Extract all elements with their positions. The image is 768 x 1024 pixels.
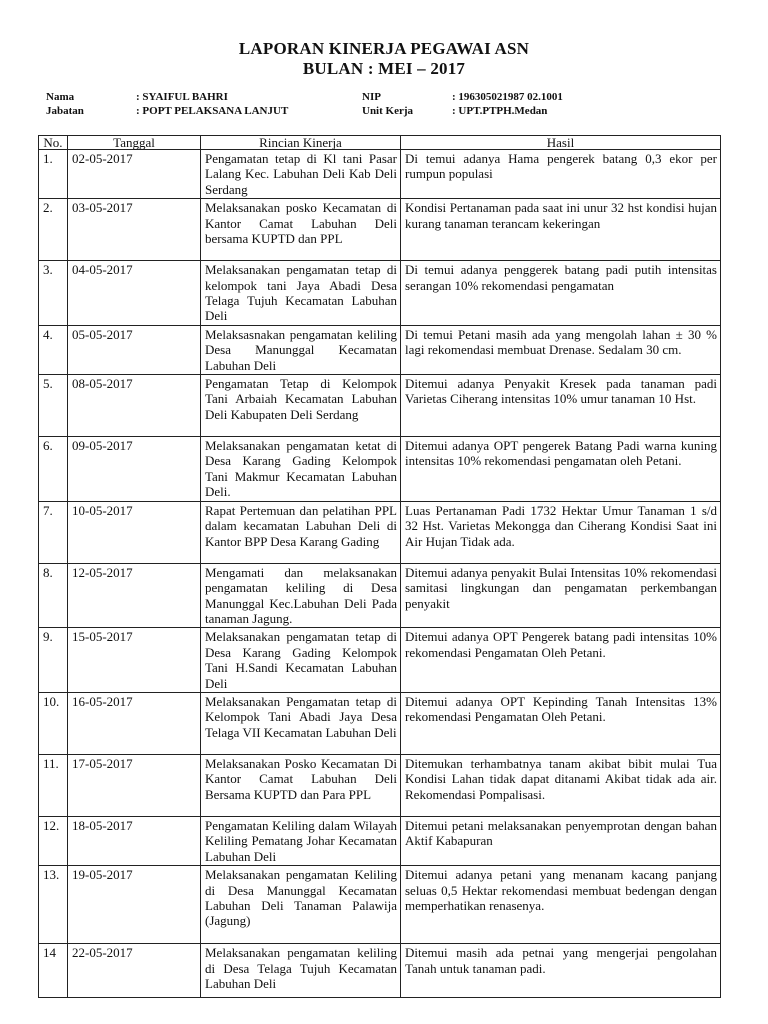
jabatan-label: Jabatan: [46, 105, 84, 117]
table-row: [39, 563, 721, 628]
table-row: [39, 261, 721, 326]
table-row: [39, 150, 721, 199]
row-rincian: Melaksanakan Posko Kecamatan Di Kantor Camat Labuhan Deli Bersama KUPTD dan Para PPL: [201, 754, 401, 816]
report-period: BULAN : MEI – 2017: [302, 59, 466, 78]
row-tanggal: 03-05-2017: [68, 199, 201, 261]
row-tanggal: 16-05-2017: [68, 692, 201, 754]
row-rincian: Pengamatan Keliling dalam Wilayah Keliling Pematang Johar Kecamatan Labuhan Deli: [201, 816, 401, 865]
table-row: [39, 199, 721, 261]
row-no: 14: [39, 944, 68, 998]
row-rincian: Melaksanakan pengamatan tetap di kelompok tani Jaya Abadi Desa Telaga Tujuh Kecamatan Labuhan Deli: [201, 261, 401, 326]
row-hasil: Ditemui masih ada petnai yang mengerjai pengolahan Tanah untuk tanaman padi.: [401, 944, 721, 998]
table-header-row: [39, 136, 721, 150]
row-hasil: Di temui adanya Hama pengerek batang 0,3 ekor per rumpun populasi: [401, 150, 721, 199]
table-row: [39, 628, 721, 693]
row-hasil: Ditemui adanya OPT Kepinding Tanah Intensitas 13% rekomendasi Pengamatan Oleh Petani.: [401, 692, 721, 754]
nama-label: Nama: [46, 91, 75, 103]
table-row: [39, 754, 721, 816]
row-no: 8.: [39, 563, 68, 628]
row-rincian: Melaksanakan pengamatan ketat di Desa Karang Gading Kelompok Tani Makmur Kecamatan Labuhan Deli.: [201, 437, 401, 502]
row-rincian: Melaksanakan pengamatan tetap di Desa Karang Gading Kelompok Tani H.Sandi Kecamatan Labuhan Deli: [201, 628, 401, 693]
row-hasil: Ditemui adanya Penyakit Kresek pada tanaman padi Varietas Ciherang intensitas 10% umur tanaman 10 Hst.: [401, 375, 721, 437]
performance-table: [38, 135, 721, 998]
row-tanggal: 05-05-2017: [68, 325, 201, 374]
row-no: 4.: [39, 325, 68, 374]
row-hasil: Di temui adanya penggerek batang padi putih intensitas serangan 10% rekomendasi pengamatan: [401, 261, 721, 326]
header-rincian-kinerja: Rincian Kinerja: [201, 136, 401, 150]
header-hasil: Hasil: [401, 136, 721, 150]
row-hasil: Ditemui adanya OPT pengerek Batang Padi warna kuning intensitas 10% rekomendasi pengamatan oleh Petani.: [401, 437, 721, 502]
row-tanggal: 08-05-2017: [68, 375, 201, 437]
row-no: 12.: [39, 816, 68, 865]
row-tanggal: 02-05-2017: [68, 150, 201, 199]
row-tanggal: 22-05-2017: [68, 944, 201, 998]
row-tanggal: 19-05-2017: [68, 866, 201, 944]
table-row: [39, 944, 721, 998]
table-row: [39, 437, 721, 502]
unit-kerja-label: Unit Kerja: [362, 105, 414, 117]
row-tanggal: 18-05-2017: [68, 816, 201, 865]
row-tanggal: 10-05-2017: [68, 501, 201, 563]
row-hasil: Ditemui adanya penyakit Bulai Intensitas 10% rekomendasi samitasi lingkungan dan pengamatan perkembangan penyakit: [401, 563, 721, 628]
row-hasil: Kondisi Pertanaman pada saat ini unur 32 hst kondisi hujan kurang tanaman terancam kekeringan: [401, 199, 721, 261]
row-tanggal: 17-05-2017: [68, 754, 201, 816]
table-row: [39, 501, 721, 563]
header-tanggal: Tanggal: [68, 136, 201, 150]
nip-value: : 196305021987 02.1001: [452, 91, 563, 103]
table-row: [39, 375, 721, 437]
row-rincian: Melaksasnakan pengamatan keliling Desa Manunggal Kecamatan Labuhan Deli: [201, 325, 401, 374]
row-no: 10.: [39, 692, 68, 754]
table-row: [39, 866, 721, 944]
unit-kerja-value: : UPT.PTPH.Medan: [452, 105, 548, 117]
row-rincian: Rapat Pertemuan dan pelatihan PPL dalam kecamatan Labuhan Deli di Kantor BPP Desa Karang Gading: [201, 501, 401, 563]
row-rincian: Pengamatan tetap di Kl tani Pasar Lalang Kec. Labuhan Deli Kab Deli Serdang: [201, 150, 401, 199]
row-tanggal: 12-05-2017: [68, 563, 201, 628]
row-tanggal: 04-05-2017: [68, 261, 201, 326]
row-hasil: Di temui Petani masih ada yang mengolah lahan ± 30 % lagi rekomendasi membuat Drenase. Sedalam 30 cm.: [401, 325, 721, 374]
report-title: LAPORAN KINERJA PEGAWAI ASN: [238, 39, 530, 58]
row-hasil: Ditemui adanya petani yang menanam kacang panjang seluas 0,5 Hektar rekomendasi membuat bedengan dengan memperhatikan renasenya.: [401, 866, 721, 944]
row-hasil: Ditemukan terhambatnya tanam akibat bibit mulai Tua Kondisi Lahan tidak dapat ditanami Akibat tidak ada air. Rekomendasi Pompalisasi.: [401, 754, 721, 816]
row-rincian: Melaksanakan posko Kecamatan di Kantor Camat Labuhan Deli bersama KUPTD dan PPL: [201, 199, 401, 261]
jabatan-value: : POPT PELAKSANA LANJUT: [136, 105, 289, 117]
row-no: 3.: [39, 261, 68, 326]
row-tanggal: 09-05-2017: [68, 437, 201, 502]
row-no: 13.: [39, 866, 68, 944]
row-hasil: Luas Pertanaman Padi 1732 Hektar Umur Tanaman 1 s/d 32 Hst. Varietas Mekongga dan Ciherang Kondisi Saat ini Air Hujan Tidak ada.: [401, 501, 721, 563]
row-hasil: Ditemui petani melaksanakan penyemprotan dengan bahan Aktif Kabapuran: [401, 816, 721, 865]
table-row: [39, 325, 721, 374]
row-rincian: Melaksanakan Pengamatan tetap di Kelompok Tani Abadi Jaya Desa Telaga VII Kecamatan Labuhan Deli: [201, 692, 401, 754]
row-no: 6.: [39, 437, 68, 502]
row-no: 9.: [39, 628, 68, 693]
nip-label: NIP: [362, 91, 381, 103]
table-row: [39, 816, 721, 865]
row-no: 1.: [39, 150, 68, 199]
row-tanggal: 15-05-2017: [68, 628, 201, 693]
header-no: No.: [39, 136, 68, 150]
row-no: 7.: [39, 501, 68, 563]
row-rincian: Pengamatan Tetap di Kelompok Tani Arbaiah Kecamatan Labuhan Deli Kabupaten Deli Serdang: [201, 375, 401, 437]
row-rincian: Mengamati dan melaksanakan pengamatan keliling di Desa Manunggal Kec.Labuhan Deli Pada tanaman Jagung.: [201, 563, 401, 628]
table-row: [39, 692, 721, 754]
row-hasil: Ditemui adanya OPT Pengerek batang padi intensitas 10% rekomendasi Pengamatan Oleh Petani.: [401, 628, 721, 693]
row-no: 5.: [39, 375, 68, 437]
row-no: 2.: [39, 199, 68, 261]
nama-value: : SYAIFUL BAHRI: [136, 91, 228, 103]
row-rincian: Melaksanakan pengamatan keliling di Desa Telaga Tujuh Kecamatan Labuhan Deli: [201, 944, 401, 998]
row-rincian: Melaksanakan pengamatan Keliling di Desa Manunggal Kecamatan Labuhan Deli Tanaman Palawija (Jagung): [201, 866, 401, 944]
row-no: 11.: [39, 754, 68, 816]
